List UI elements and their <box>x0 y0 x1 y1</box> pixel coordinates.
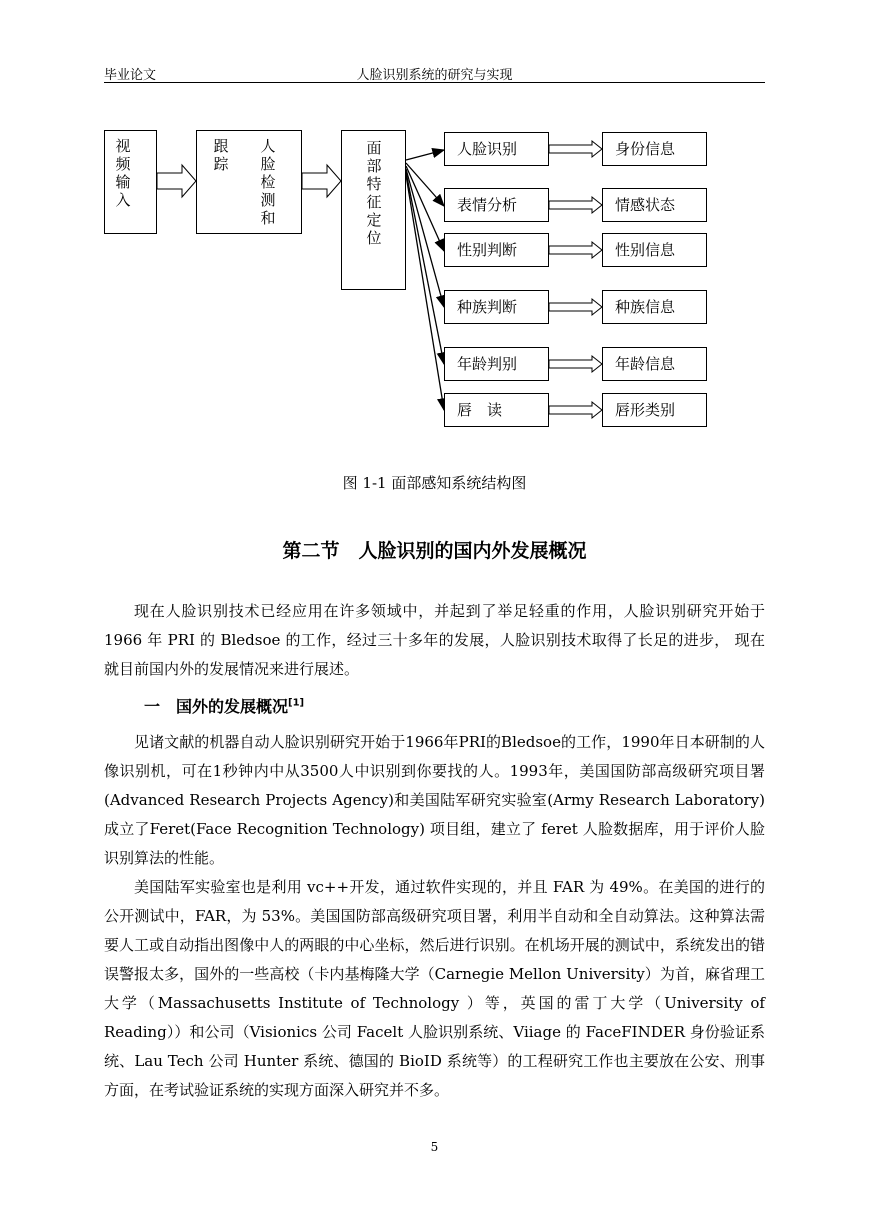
detect-label-a: 跟踪 <box>213 137 229 173</box>
task-box-face-recognition: 人脸识别 <box>444 132 549 166</box>
intro-paragraph: 现在人脸识别技术已经应用在许多领域中，并起到了举足轻重的作用，人脸识别研究开始于 1966 年 PRI 的 Bledsoe 的工作，经过三十多年的发展，人脸识别技术取得了长足的进步， 现在就目前国内外的发展情况来进行展述。 <box>104 602 765 678</box>
output-arrows <box>549 141 602 418</box>
fan-arrows <box>406 150 444 410</box>
diagram-arrows <box>0 0 869 470</box>
output-box-lip-shape: 唇形类别 <box>602 393 707 427</box>
paragraph-1: 见诸文献的机器自动人脸识别研究开始于1966年PRI的Bledsoe的工作，1990年日本研制的人像识别机，可在1秒钟内中从3500人中识别到你要找的人。1993年，美国国防部高级研究项目署 (Advanced Research Projects Agency)和美国陆军研究实验室(Army Research Laboratory)成立了Feret(Face Recognition Technology) 项目组，建立了 feret 人脸数据库，用于评价人脸识别算法的性能。 <box>104 733 765 867</box>
output-box-emotion: 情感状态 <box>602 188 707 222</box>
task-box-age: 年龄判别 <box>444 347 549 381</box>
feature-locate-label: 面部特征定位 <box>366 139 382 247</box>
paragraph-2: 美国陆军实验室也是利用 vc++开发，通过软件实现的，并且 FAR 为 49%。在美国的进行的公开测试中，FAR，为 53%。美国国防部高级研究项目署，利用半自动和全自动算法。这种算法需要人工或自动指出图像中人的两眼的中心坐标，然后进行识别。在机场开展的测试中，系统发出的错误警报太多，国外的一些高校（卡内基梅隆大学（Carnegie Mellon University）为首，麻省理工大学（Massachusetts Institute of Technology ）等，英国的雷丁大学（University of Reading））和公司（Visionics 公司 Facelt 人脸识别系统、Viiage 的 FaceFINDER 身份验证系统、Lau Tech 公司 Hunter 系统、德国的 BioID 系统等）的工程研究工作也主要放在公安、刑事方面，在考试验证系统的实现方面深入研究并不多。 <box>104 878 765 1099</box>
output-box-race-info: 种族信息 <box>602 290 707 324</box>
detect-label-b: 人脸检测和 <box>260 137 276 227</box>
section-title: 第二节 人脸识别的国内外发展概况 <box>282 540 587 562</box>
task-box-expression: 表情分析 <box>444 188 549 222</box>
video-input-box <box>104 130 157 234</box>
output-box-identity: 身份信息 <box>602 132 707 166</box>
subheading: 一 国外的发展概况[1] <box>144 697 305 716</box>
task-box-lip-reading: 唇 读 <box>444 393 549 427</box>
figure-caption: 图 1-1 面部感知系统结构图 <box>342 474 527 492</box>
output-box-gender-info: 性别信息 <box>602 233 707 267</box>
face-detect-box <box>196 130 302 234</box>
citation-ref: [1] <box>288 697 305 709</box>
output-box-age-info: 年龄信息 <box>602 347 707 381</box>
block-arrow-1 <box>157 165 196 197</box>
feature-locate-box <box>341 130 406 290</box>
block-arrow-2 <box>302 165 341 197</box>
page-number: 5 <box>430 1140 439 1154</box>
task-box-race: 种族判断 <box>444 290 549 324</box>
video-input-label: 视频输入 <box>115 137 131 209</box>
header-left: 毕业论文 <box>104 68 157 83</box>
header-center: 人脸识别系统的研究与实现 <box>356 68 513 83</box>
face-perception-diagram <box>0 0 869 470</box>
task-box-gender: 性别判断 <box>444 233 549 267</box>
